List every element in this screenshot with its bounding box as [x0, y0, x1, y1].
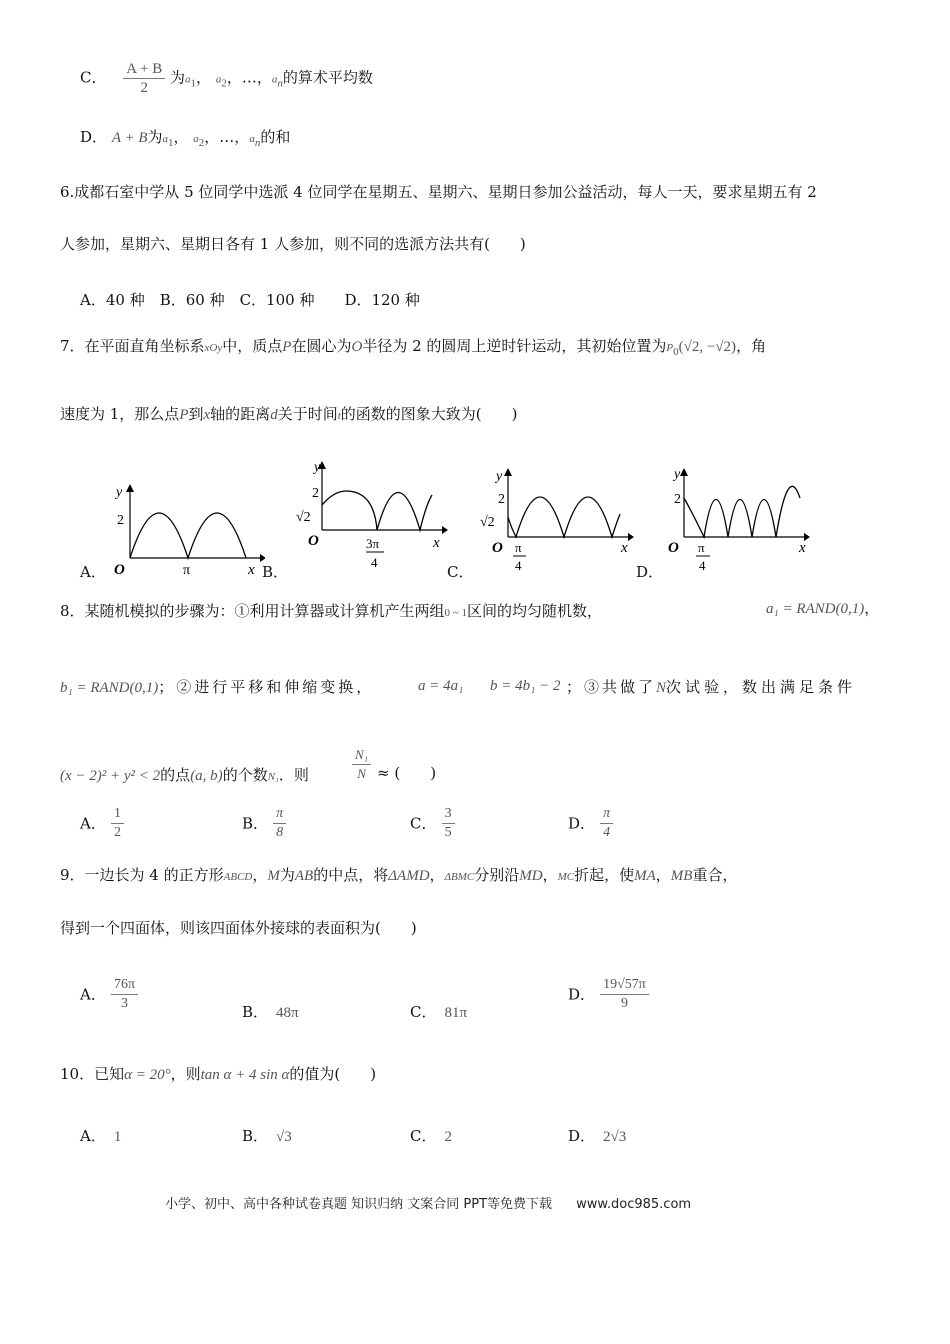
- q8-option-a: A． $\frac{1}{2}$: [80, 805, 124, 842]
- q9-option-b: B． 48π: [242, 1003, 299, 1021]
- origin-label: O: [114, 562, 125, 578]
- graph-d: [660, 462, 820, 577]
- q9-line-2: 得到一个四面体，则该四面体外接球的表面积为( ): [60, 919, 417, 937]
- q8-line-1: 8．某随机模拟的步骤为：①利用计算器或计算机产生两组0 ~ 1区间的均匀随机数，: [60, 602, 603, 620]
- tick-denominator: 4: [515, 558, 522, 573]
- q8-fraction: $\frac{\text{N₁}}{N}$: [352, 746, 371, 783]
- x-axis-arrow: [628, 533, 634, 541]
- q8-a1-expr: a₁ = RAND(0,1)，: [766, 599, 880, 617]
- q6-line-2: 人参加，星期六、星期日各有 1 人参加，则不同的选派方法共有( ): [60, 235, 526, 253]
- y-label: y: [674, 467, 681, 482]
- q9-option-a: A． $\frac{76\pi}{3}$: [80, 976, 138, 1013]
- q5-option-d: D． A + B为$a_1$， $a_2$，…，$a_n$的和: [80, 128, 291, 149]
- graph-b: [290, 455, 450, 580]
- graph-label-d: D．: [636, 563, 664, 581]
- q8-b-expr: b = 4b₁ − 2: [490, 678, 561, 694]
- footer-text: 小学、初中、高中各种试卷真题 知识归纳 文案合同 PPT等免费下载: [165, 1197, 553, 1212]
- tick-pi: π: [183, 563, 191, 578]
- q8-line-3: (x − 2)² + y² < 2的点(a, b)的个数N₁．则: [60, 766, 309, 784]
- tick-numerator: 3π: [366, 536, 380, 551]
- tick-numerator: π: [698, 540, 705, 555]
- tick-2: 2: [312, 486, 319, 501]
- curve: [684, 486, 800, 537]
- curve: [508, 497, 620, 537]
- q9-option-c: C． 81π: [410, 1003, 468, 1021]
- x-label: x: [621, 540, 628, 556]
- q8-option-c: C． $\frac{3}{5}$: [410, 805, 455, 842]
- q8-option-b: B． $\frac{\pi}{8}$: [242, 805, 286, 842]
- q10-option-b: B． √3: [242, 1127, 292, 1145]
- q10-option-a: A． 1: [80, 1127, 122, 1145]
- y-label: y: [496, 469, 503, 484]
- q9-line-1: 9．一边长为 4 的正方形ABCD，M为AB的中点，将ΔAMD，ΔBMC分别沿MD，MC折起，使MA，MB重合，: [60, 866, 738, 884]
- q10-option-d: D． 2√3: [568, 1127, 627, 1145]
- footer-url[interactable]: www.doc985.com: [576, 1197, 692, 1212]
- q5-option-c: C． $\frac{A + B}{2}$ 为$a_1$， $a_2$，…，$a_n$的算术平均数: [80, 61, 373, 96]
- q8-line-2: b₁ = RAND(0,1)；②进行平移和伸缩变换，: [60, 678, 375, 696]
- origin-label: O: [668, 540, 679, 556]
- q8-a-expr: a = 4a₁: [418, 678, 464, 694]
- x-label: x: [433, 535, 440, 551]
- y-label: y: [314, 460, 321, 475]
- graph-label-a: A．: [80, 563, 106, 581]
- curve: [322, 491, 432, 530]
- q8-approx: ≈ ( ): [377, 764, 437, 782]
- tick-denominator: 4: [371, 555, 378, 570]
- tick-root2: √2: [480, 515, 495, 530]
- graph-label-c: C．: [447, 563, 474, 581]
- tick-2: 2: [498, 492, 505, 507]
- tick-2: 2: [674, 492, 681, 507]
- tick-root2: √2: [296, 510, 311, 525]
- q6-options: A．40 种 B．60 种 C．100 种 D．120 种: [80, 291, 420, 309]
- y-axis-arrow: [504, 468, 512, 476]
- y-axis-arrow: [126, 484, 134, 492]
- q7-line-1: 7．在平面直角坐标系xOy中，质点P在圆心为O半径为 2 的圆周上逆时针运动，其初始位置为$P_0(√2$, −√2)，角: [60, 337, 767, 358]
- option-label: C．: [80, 68, 107, 87]
- footer: [165, 1193, 691, 1212]
- x-label: x: [248, 562, 255, 578]
- origin-label: O: [492, 540, 503, 556]
- fraction: $\frac{A + B}{2}$: [123, 60, 165, 97]
- tick-denominator: 4: [699, 558, 706, 573]
- y-axis-arrow: [680, 468, 688, 476]
- q8-option-d: D． $\frac{\pi}{4}$: [568, 805, 613, 842]
- q10-line-1: 10．已知α = 20°，则tan α + 4 sin α的值为( ): [60, 1065, 377, 1083]
- tick-2: 2: [117, 513, 124, 528]
- x-axis-arrow: [260, 554, 265, 562]
- q7-line-2: 速度为 1，那么点P到x轴的距离d关于时间t的函数的图象大致为( ): [60, 405, 518, 423]
- curve: [130, 513, 246, 558]
- origin-label: O: [308, 533, 319, 549]
- graph-a: [100, 478, 265, 578]
- graph-c: [478, 462, 638, 577]
- q6-line-1: 6.成都石室中学从 5 位同学中选派 4 位同学在星期五、星期六、星期日参加公益活动，每人一天，要求星期五有 2: [60, 183, 817, 201]
- graph-label-b: B．: [262, 563, 289, 581]
- x-axis-arrow: [442, 526, 448, 534]
- tick-numerator: π: [515, 540, 522, 555]
- y-label: y: [116, 485, 123, 500]
- q9-option-d: D． $\frac{19√57\pi}{9}$: [568, 976, 649, 1013]
- x-label: x: [799, 540, 806, 556]
- q10-option-c: C． 2: [410, 1127, 452, 1145]
- q8-line-2-tail: ；③共做了N次试验，数出满足条件: [566, 678, 857, 696]
